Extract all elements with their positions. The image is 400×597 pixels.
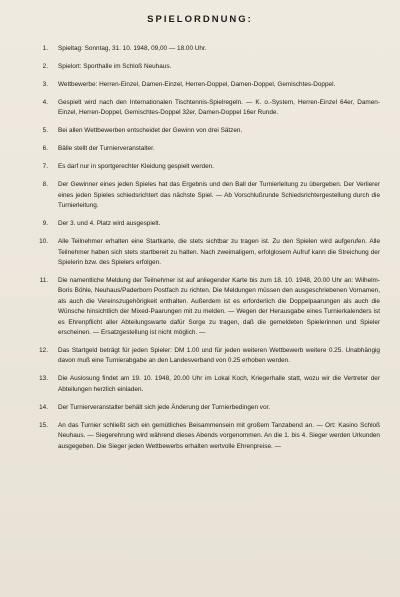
rule-number: 15. (39, 421, 48, 429)
rule-number: 11. (39, 277, 48, 285)
rule-item (30, 219, 380, 229)
rule-item (30, 126, 380, 136)
rule-text: Es darf nur in sportgerechter Kleidung gespielt werden. (58, 163, 214, 171)
rules-list (30, 44, 380, 460)
rule-number: 14. (39, 403, 48, 411)
rule-text: Spieltag: Sonntag, 31. 10. 1948, 09,00 — 18.00 Uhr. (58, 45, 207, 52)
rule-text: Der 3. und 4. Platz wird ausgespielt. (58, 220, 161, 228)
rule-item (30, 237, 380, 268)
rule-item (30, 421, 380, 452)
rule-number: 13. (39, 375, 48, 383)
rule-number: 7. (42, 163, 48, 171)
rule-text: Die Auslosung findet am 19. 10. 1948, 20.00 Uhr im Lokal Koch, Kriegerhalle statt, wozu wir die Vertreter der Abteilungen herzlich einladen. (58, 375, 380, 393)
rule-number: 6. (42, 145, 48, 153)
rule-item (30, 346, 380, 367)
rule-number: 9. (42, 220, 48, 228)
rule-text: An das Turnier schließt sich ein gemütliches Beisammensein mit großem Tanzabend an. — Ort: Kasino Schloß Neuhaus. — Siegerehrung wird während dieses Abends vorgenommen. An die 1. bis 4. Sieger werden Urkunden ausgegeben. Die Sieger jeden Wettbewerbs erhalten wertvolle Ehrenpreise. — (58, 421, 380, 450)
rule-text: Wettbewerbe: Herren-Einzel, Damen-Einzel, Herren-Doppel, Damen-Doppel, Gemischtes-Doppel. (58, 81, 336, 88)
rule-item (30, 180, 380, 211)
rule-item (30, 162, 380, 172)
rule-number: 5. (42, 127, 48, 135)
rule-text: Der Turnierveranstalter behält sich jede Änderung der Turnierbedingen vor. (58, 403, 271, 411)
rule-item (30, 80, 380, 90)
rule-number: 1. (42, 45, 48, 52)
rule-item (30, 98, 380, 119)
rule-text: Bei allen Wettbewerben entscheidet der Gewinn von drei Sätzen. (58, 127, 243, 135)
rule-item (30, 62, 380, 72)
rule-number: 8. (42, 181, 48, 189)
rule-number: 12. (39, 347, 48, 355)
rule-item (30, 374, 380, 395)
rule-text: Spielort: Sporthalle im Schloß Neuhaus. (58, 63, 172, 70)
rule-number: 10. (39, 238, 48, 246)
rule-item (30, 403, 380, 413)
rule-text: Der Gewinner eines jeden Spieles hat das Ergebnis und den Ball der Turnierleitung zu übergeben. Der Verlierer eines jeden Spieles schiedsrichtert das nächste Spiel. — Ab Vorschlußrunde Schiedsrichtergestellung durch die Turnierleitung. (58, 181, 380, 210)
rule-item (30, 276, 380, 338)
rule-text: Bälle stellt der Turnierveranstalter. (58, 145, 155, 153)
rule-text: Gespielt wird nach den Internationalen Tischtennis-Spielregeln. — K. o.-System, Herren-Einzel 64er, Damen-Einzel, Herren-Doppel, Gemischtes-Doppel 32er, Damen-Doppel 16er Runde. (58, 99, 380, 117)
rule-number: 3. (42, 81, 48, 88)
rule-text: Alle Teilnehmer erhalten eine Startkarte, die stets sichtbar zu tragen ist. Zu den Spielen wird aufgerufen. Alle Teilnehmer haben sich stets startbereit zu halten. Nach zweimaligem, erfolglosem Aufruf kann die Streichung der Spielerin bzw. des Spielers erfolgen. (58, 238, 380, 267)
rule-number: 4. (42, 99, 48, 106)
rule-number: 2. (42, 63, 48, 70)
rule-item (30, 44, 380, 54)
rule-text: Die namentliche Meldung der Teilnehmer ist auf anliegender Karte bis zum 18. 10. 1948, 20.00 Uhr an: Wilhelm-Boris Böhle, Neuhaus/Paderborn Postfach zu richten. Die Meldungen müssen den ausgeschriebenen Vornamen, als auch die Vereinszugehörigkeit enthalten. Außerdem ist es erforderlich die Doppelpaarungen als auch die Wünsche hinsichtlich der Mixed-Paarungen mit zu melden. — Wegen der Herausgabe eines Turnierkalenders ist es Ehrenpflicht aller Abteilungswarte dafür Sorge zu tragen, daß die gemeldeten Spielerinnen und Spieler erscheinen. — Ersatzgestellung ist nicht möglich. — (58, 277, 380, 337)
document-title: SPIELORDNUNG: (147, 14, 253, 25)
rule-item (30, 144, 380, 154)
rule-text: Das Startgeld beträgt für jeden Spieler: DM 1.00 und für jeden weiteren Wettbewerb weitere 0.25. Unabhängig davon muß eine Turnierabgabe an den Landesverband von 0.25 erhoben werden. (58, 347, 380, 365)
